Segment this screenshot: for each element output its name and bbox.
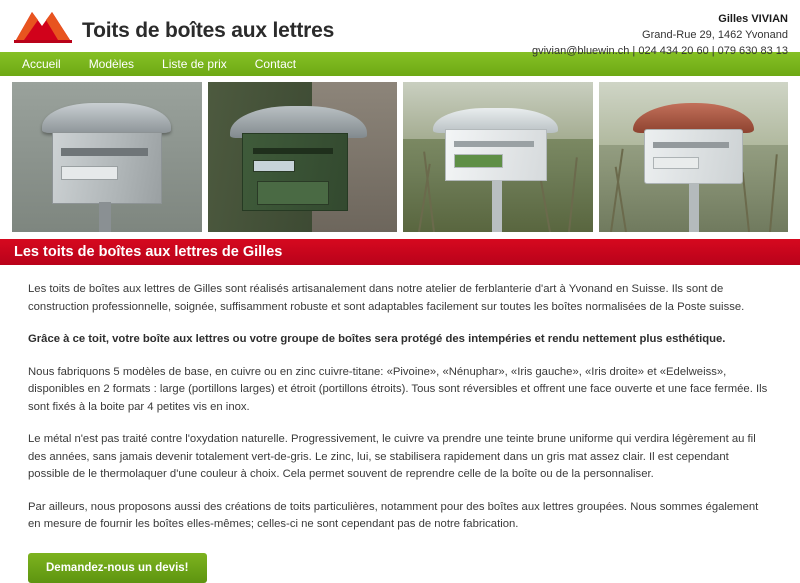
contact-phones: | 024 434 20 60 | 079 630 83 13 [632,44,788,57]
paragraph-4: Le métal n'est pas traité contre l'oxydation naturelle. Progressivement, le cuivre va prendre une teinte brune uniforme qui verdira légèrement au fil des années, sans jamais devenir totalement vert-de-gris. Le zinc, lui, se stabilisera rapidement dans un gris mat assez clair. Il est cependant possible de le thermolaquer d'une couleur à choix. Cela permet souvent de reprendre celle de la boîte ou de la personnaliser. [28,433,756,480]
nav-item-accueil[interactable]: Accueil [22,57,61,71]
photo4-twig [742,172,750,232]
nav-item-modeles[interactable]: Modèles [88,57,135,71]
photo4-slot [653,142,729,148]
gallery-image-4[interactable] [599,82,789,232]
photo2-slot [253,148,333,154]
paragraph-3: Nous fabriquons 5 modèles de base, en cuivre ou en zinc cuivre-titane: «Pivoine», «Nénuphar», «Iris gauche», «Iris droite» et «Edelweiss», disponibles en 2 formats : large (portillons larges) et étroit (portillons étroits). Tous sont réversibles et offrent une face ouverte et une face fermée. Ils sont fixés à la boite par 4 petites vis en inox. [28,365,768,413]
photo1-roof [42,103,171,133]
page-title: Les toits de boîtes aux lettres de Gilles [14,244,283,260]
contact-email-link[interactable]: gvivian@bluewin.ch [531,44,630,57]
header-contact-block [532,6,788,60]
gallery-image-2[interactable] [208,82,398,232]
paragraph-5: Par ailleurs, nous proposons aussi des créations de toits particulières, notamment pour des boîtes aux lettres groupées. Nous sommes également en mesure de fournir les boîtes elles-mêmes; celles-ci ne sont cependant pas de notre fabrication. [28,500,759,530]
photo-gallery [0,76,800,232]
nav-item-contact[interactable]: Contact [254,57,297,71]
photo2-panel [257,181,329,205]
photo2-nameplate [253,160,295,172]
site-header [0,0,800,57]
nav-item-liste-de-prix[interactable]: Liste de prix [162,57,227,71]
request-quote-button[interactable]: Demandez-nous un devis! [28,553,207,583]
brand-logo[interactable] [12,6,334,46]
photo3-slot [454,141,534,147]
photo1-slot [61,148,148,156]
logo-title: Toits de boîtes aux lettres [82,19,335,42]
photo3-post [492,180,501,233]
roof-logo-icon [12,6,74,46]
photo1-post [99,202,110,232]
cta-area [0,549,800,583]
photo4-nameplate [653,157,698,169]
gallery-image-1[interactable] [12,82,202,232]
gallery-image-3[interactable] [403,82,593,232]
photo4-post [689,183,698,233]
photo3-twig [568,157,578,232]
contact-name: Gilles VIVIAN [718,13,788,25]
photo4-twig [610,149,624,232]
photo3-nameplate [454,154,503,168]
paragraph-2-highlight: Grâce à ce toit, votre boîte aux lettres ou votre groupe de boîtes sera protégé des intempéries et rendu nettement plus esthétique. [28,333,726,345]
paragraph-1: Les toits de boîtes aux lettres de Gilles sont réalisés artisanalement dans notre atelier de ferblanterie d'art à Yvonand en Suisse. Ils sont de construction professionnelle, soignée, suffisamment robuste et sont adaptables facilement sur toutes les boîtes normalisées de la Poste suisse. [28,283,745,313]
contact-address: Grand-Rue 29, 1462 Yvonand [642,28,788,41]
page-title-bar [0,239,800,265]
photo1-nameplate [61,166,118,180]
photo4-twig [769,154,778,232]
article-content [0,265,800,534]
